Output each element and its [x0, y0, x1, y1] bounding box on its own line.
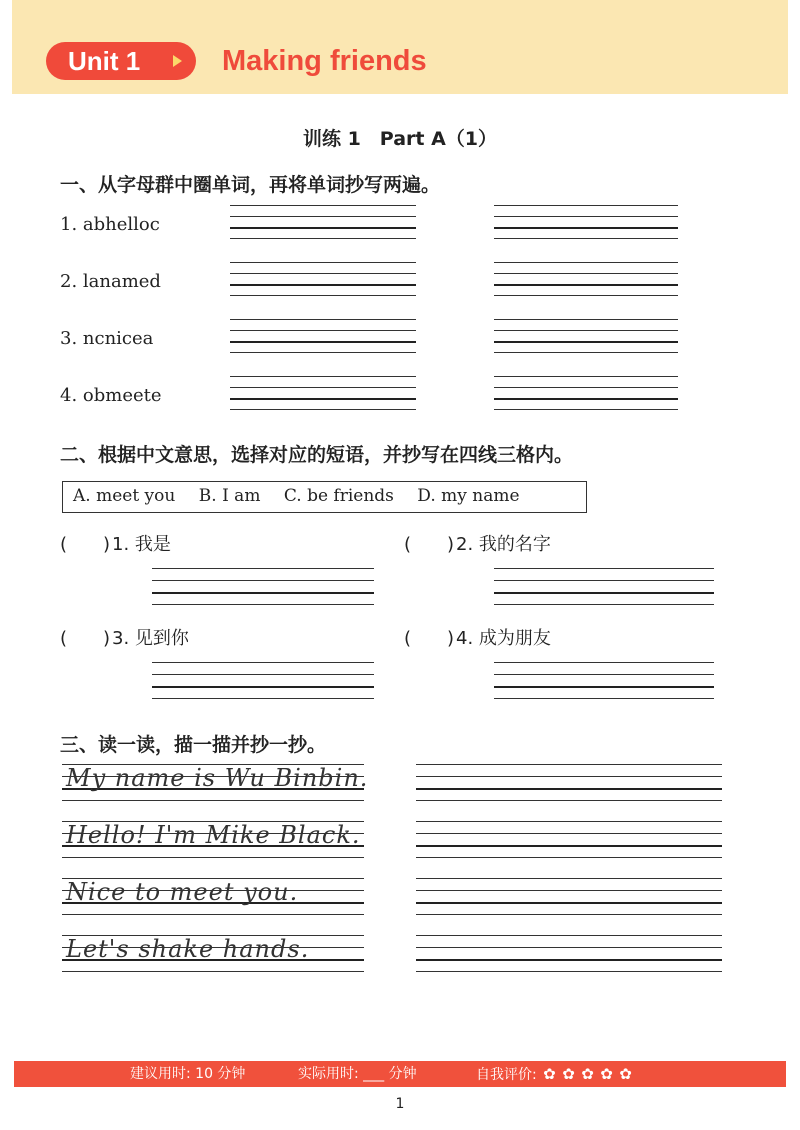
flower-icon[interactable]: ✿ [543, 1065, 556, 1083]
answer-blank[interactable]: ( ) [60, 628, 111, 649]
writing-lines[interactable] [416, 935, 722, 971]
triangle-arrow-icon [173, 55, 182, 67]
section1-heading: 一、从字母群中圈单词，再将单词抄写两遍。 [60, 174, 441, 196]
writing-lines[interactable] [230, 376, 416, 412]
section1-item-2: 2. lanamed [60, 271, 161, 292]
trace-sentence: Hello! I'm Mike Black. [66, 821, 361, 849]
writing-lines[interactable] [494, 205, 678, 241]
writing-lines[interactable] [494, 662, 714, 698]
trace-row[interactable] [62, 935, 364, 971]
section2-item-1 [60, 530, 171, 556]
trace-row[interactable] [62, 878, 364, 914]
trace-sentence: Nice to meet you. [66, 878, 299, 906]
option-d: D. my name [417, 486, 520, 506]
item-label: 3. 见到你 [112, 628, 189, 649]
writing-lines[interactable] [152, 662, 374, 698]
lesson-title: 训练 1 Part A（1） [302, 128, 498, 150]
actual-time: 实际用时: ___ 分钟 [298, 1066, 417, 1082]
section2-heading: 二、根据中文意思，选择对应的短语，并抄写在四线三格内。 [60, 444, 574, 466]
self-eval-label: 自我评价: [476, 1067, 537, 1083]
flower-icon[interactable]: ✿ [581, 1065, 594, 1083]
answer-blank[interactable]: ( ) [404, 628, 455, 649]
answer-blank[interactable]: ( ) [404, 534, 455, 555]
section1-item-3: 3. ncnicea [60, 328, 154, 349]
options-box [62, 481, 587, 513]
writing-lines[interactable] [416, 764, 722, 800]
writing-lines[interactable] [494, 319, 678, 355]
footer-bar [14, 1061, 786, 1087]
item-label: 4. 成为朋友 [456, 628, 551, 649]
option-b: B. I am [198, 486, 261, 506]
writing-lines[interactable] [230, 262, 416, 298]
page-number: 1 [395, 1096, 405, 1112]
option-c: C. be friends [283, 486, 394, 506]
writing-lines[interactable] [494, 262, 678, 298]
section3-heading: 三、读一读，描一描并抄一抄。 [60, 734, 327, 756]
trace-sentence: My name is Wu Binbin. [66, 764, 369, 792]
writing-lines[interactable] [230, 319, 416, 355]
suggested-time: 建议用时: 10 分钟 [130, 1066, 246, 1082]
unit-label: Unit 1 [68, 46, 141, 76]
self-evaluation [476, 1061, 632, 1088]
writing-lines[interactable] [416, 878, 722, 914]
trace-row[interactable] [62, 764, 369, 800]
trace-row[interactable] [62, 821, 364, 857]
writing-lines[interactable] [494, 568, 714, 604]
answer-blank[interactable]: ( ) [60, 534, 111, 555]
flower-icon[interactable]: ✿ [562, 1065, 575, 1083]
writing-lines[interactable] [494, 376, 678, 412]
section2-item-2 [404, 530, 551, 556]
section2-item-3 [60, 624, 189, 650]
item-label: 2. 我的名字 [456, 534, 551, 555]
flower-icon[interactable]: ✿ [619, 1065, 632, 1083]
trace-sentence: Let's shake hands. [66, 935, 310, 963]
section2-item-4 [404, 624, 551, 650]
writing-lines[interactable] [416, 821, 722, 857]
section1-item-1: 1. abhelloc [60, 214, 160, 235]
unit-title: Making friends [222, 45, 427, 77]
section1-item-4: 4. obmeete [60, 385, 162, 406]
option-a: A. meet you [73, 486, 176, 506]
item-label: 1. 我是 [112, 534, 171, 555]
writing-lines[interactable] [152, 568, 374, 604]
flower-icon[interactable]: ✿ [600, 1065, 613, 1083]
unit-badge [46, 42, 196, 80]
writing-lines[interactable] [230, 205, 416, 241]
